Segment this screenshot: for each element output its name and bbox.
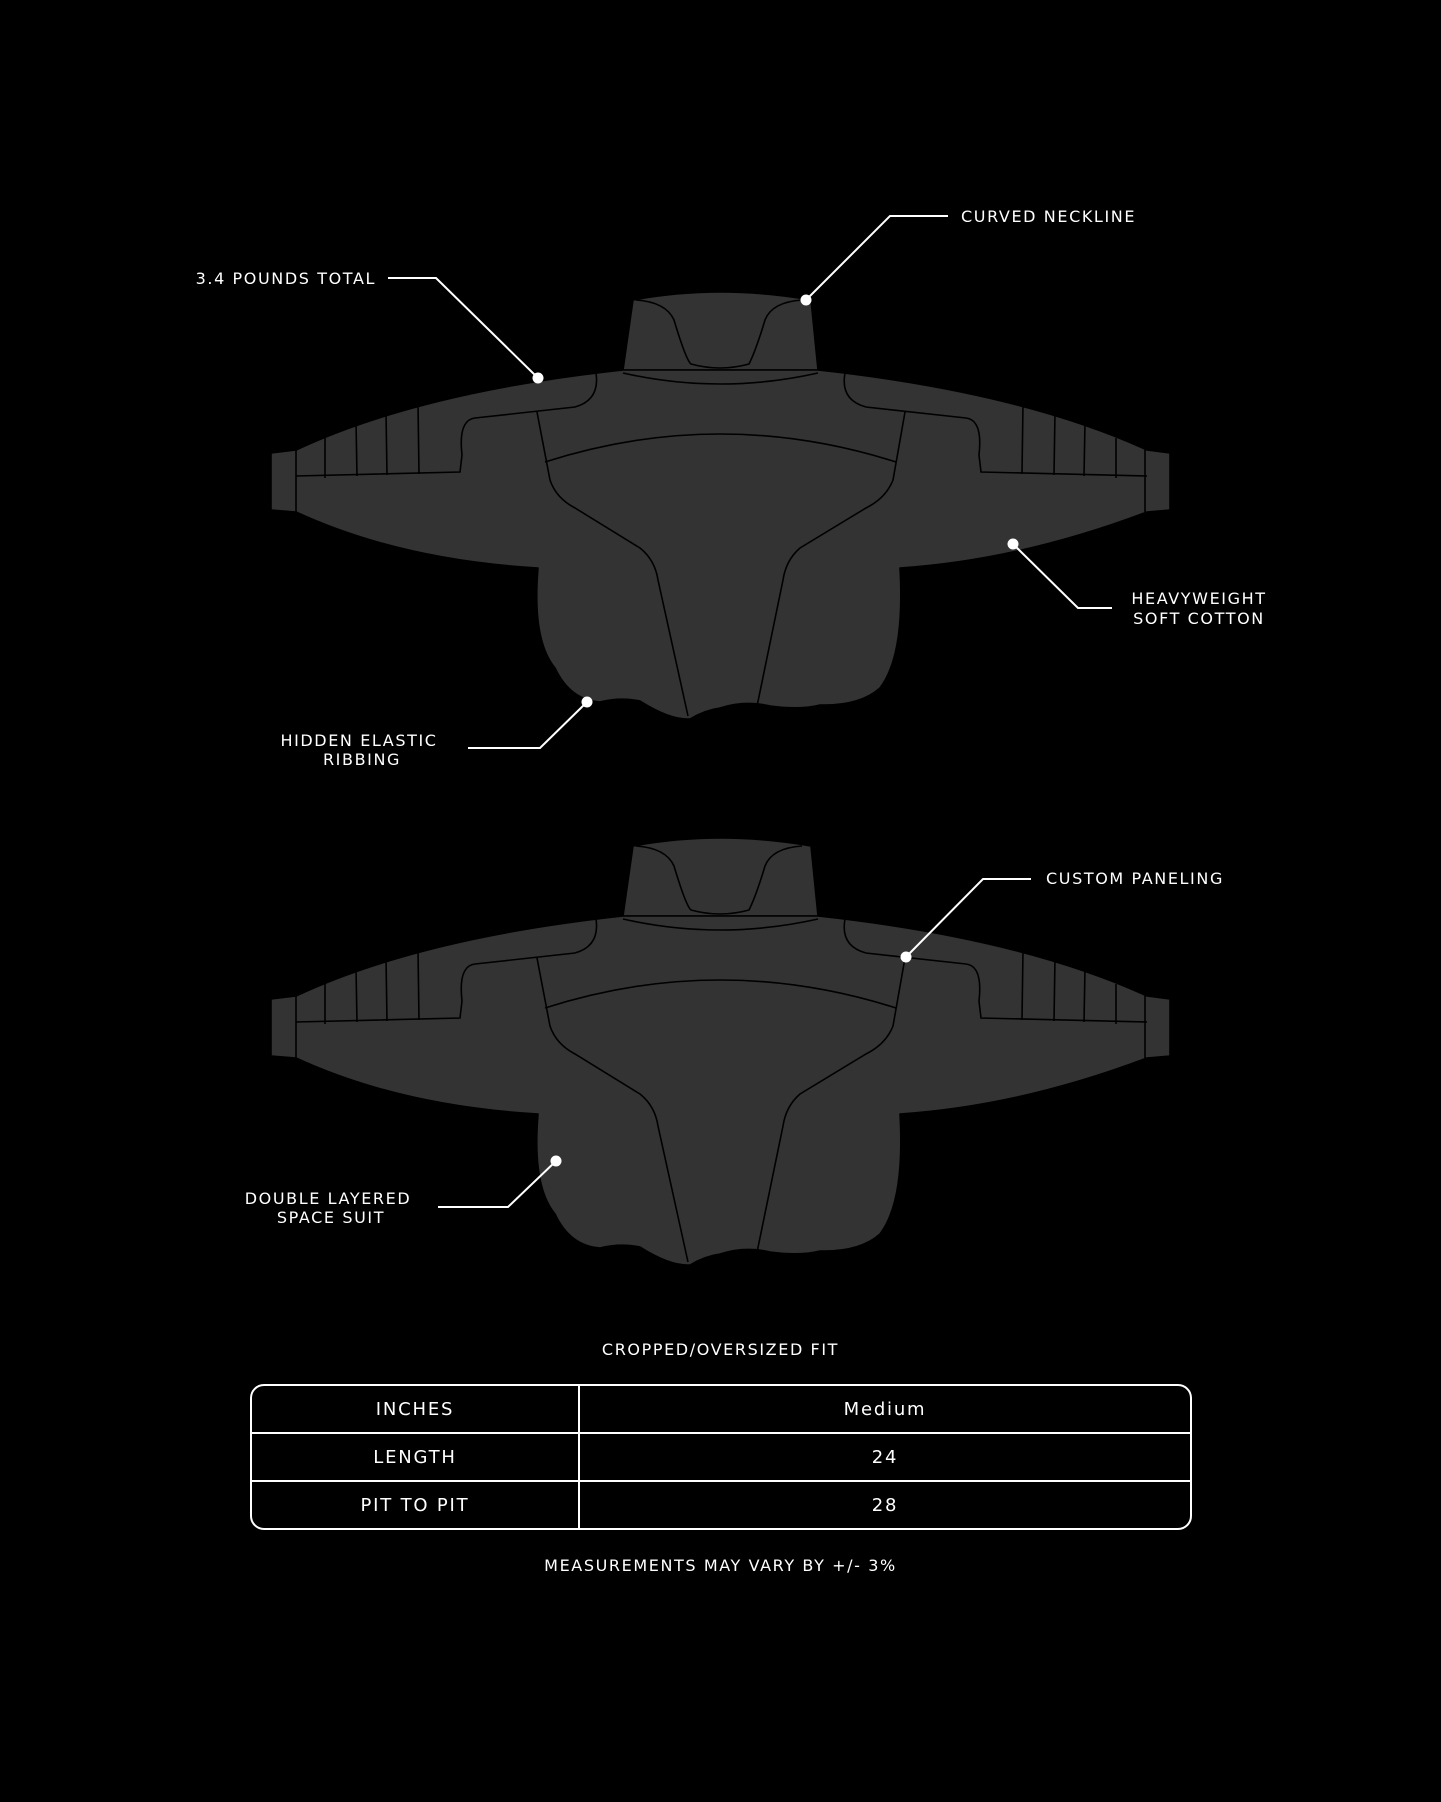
size-table-header-unit: INCHES bbox=[252, 1386, 580, 1432]
callout-curved-neckline bbox=[801, 207, 1137, 306]
callout-cotton-line2: SOFT COTTON bbox=[1133, 609, 1265, 628]
callout-weight-text: 3.4 POUNDS TOTAL bbox=[195, 269, 376, 288]
callout-paneling-text: CUSTOM PANELING bbox=[1046, 869, 1224, 888]
size-table-row bbox=[252, 1480, 1190, 1528]
callout-cotton-line1: HEAVYWEIGHT bbox=[1131, 589, 1267, 608]
measurement-note: MEASUREMENTS MAY VARY BY +/- 3% bbox=[544, 1556, 897, 1575]
callout-heavyweight-cotton bbox=[1008, 539, 1267, 629]
size-table-row-label: PIT TO PIT bbox=[252, 1482, 580, 1528]
callout-suit-line1: DOUBLE LAYERED bbox=[244, 1189, 412, 1208]
callout-hidden-ribbing bbox=[280, 697, 592, 770]
size-table-row-label: LENGTH bbox=[252, 1434, 580, 1480]
size-table-header-row bbox=[252, 1386, 1190, 1432]
size-table-row-value: 28 bbox=[871, 1494, 899, 1516]
callout-suit-line2: SPACE SUIT bbox=[276, 1208, 386, 1227]
size-table-header-size: Medium bbox=[843, 1398, 927, 1420]
fit-title: CROPPED/OVERSIZED FIT bbox=[601, 1340, 840, 1359]
size-table-row-value: 24 bbox=[871, 1446, 899, 1468]
size-table bbox=[250, 1384, 1192, 1530]
callout-ribbing-line2: RIBBING bbox=[322, 750, 402, 769]
callout-curved-neckline-text: CURVED NECKLINE bbox=[961, 207, 1137, 226]
garment-front-view bbox=[271, 292, 1170, 719]
callout-space-suit bbox=[245, 1156, 562, 1228]
callout-ribbing-line1: HIDDEN ELASTIC bbox=[280, 731, 438, 750]
callout-weight bbox=[196, 269, 544, 384]
size-table-row bbox=[252, 1432, 1190, 1480]
